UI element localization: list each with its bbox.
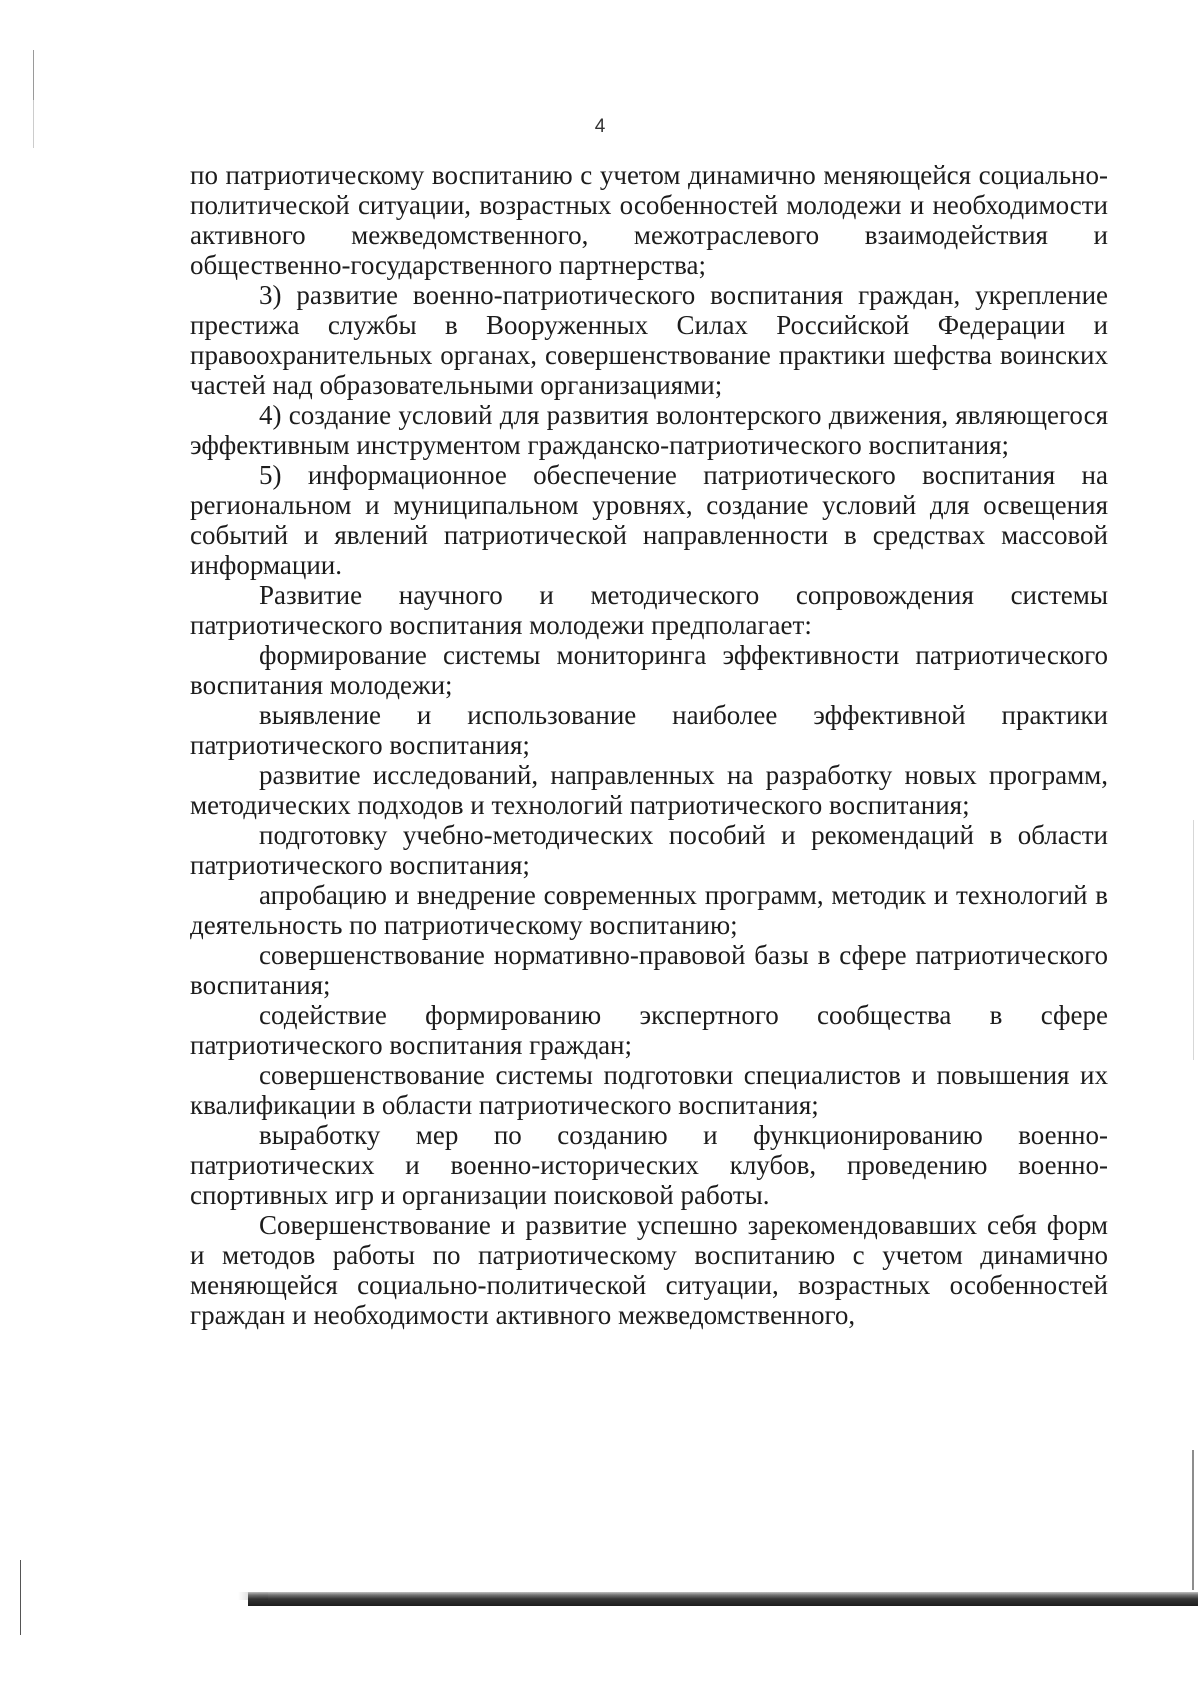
list-item-3: 3) развитие военно-патриотического воспитания граждан, укрепление престижа службы в Вооруженных Силах Российской Федерации и правоохранительных органах, совершенствование практики шефства воинских частей над образовательными организациями; xyxy=(190,280,1108,400)
list-item-5: 5) информационное обеспечение патриотического воспитания на региональном и муниципальном уровнях, создание условий для освещения событий и явлений патриотической направленности в средствах массовой информации. xyxy=(190,460,1108,580)
paragraph: подготовку учебно-методических пособий и рекомендаций в области патриотического воспитания; xyxy=(190,820,1108,880)
paragraph: Совершенствование и развитие успешно зарекомендовавших себя форм и методов работы по патриотическому воспитанию с учетом динамично меняющейся социально-политической ситуации, возрастных особенностей граждан и необходимости активного межведомственного, xyxy=(190,1210,1108,1330)
paragraph: апробацию и внедрение современных программ, методик и технологий в деятельность по патриотическому воспитанию; xyxy=(190,880,1108,940)
page-number: 4 xyxy=(594,116,606,137)
paragraph: совершенствование нормативно-правовой базы в сфере патриотического воспитания; xyxy=(190,940,1108,1000)
paragraph: содействие формированию экспертного сообщества в сфере патриотического воспитания граждан; xyxy=(190,1000,1108,1060)
paragraph: по патриотическому воспитанию с учетом динамично меняющейся социально-политической ситуации, возрастных особенностей молодежи и необходимости активного межведомственного, межотраслевого взаимодействия и общественно-государственного партнерства; xyxy=(190,160,1108,280)
scan-bottom-edge xyxy=(248,1592,1198,1606)
paragraph: Развитие научного и методического сопровождения системы патриотического воспитания молодежи предполагает: xyxy=(190,580,1108,640)
paragraph: выявление и использование наиболее эффективной практики патриотического воспитания; xyxy=(190,700,1108,760)
scan-left-margin-line-top xyxy=(33,50,34,100)
scan-right-margin-line xyxy=(1192,1450,1194,1590)
scan-right-margin-line-faint xyxy=(1193,820,1194,1060)
paragraph: совершенствование системы подготовки специалистов и повышения их квалификации в области патриотического воспитания; xyxy=(190,1060,1108,1120)
list-item-4: 4) создание условий для развития волонтерского движения, являющегося эффективным инструментом гражданско-патриотического воспитания; xyxy=(190,400,1108,460)
document-body xyxy=(190,160,1108,1330)
scan-left-margin-line-bottom xyxy=(20,1560,21,1635)
paragraph: развитие исследований, направленных на разработку новых программ, методических подходов и технологий патриотического воспитания; xyxy=(190,760,1108,820)
paragraph: выработку мер по созданию и функционированию военно-патриотических и военно-исторических клубов, проведению военно-спортивных игр и организации поисковой работы. xyxy=(190,1120,1108,1210)
paragraph: формирование системы мониторинга эффективности патриотического воспитания молодежи; xyxy=(190,640,1108,700)
